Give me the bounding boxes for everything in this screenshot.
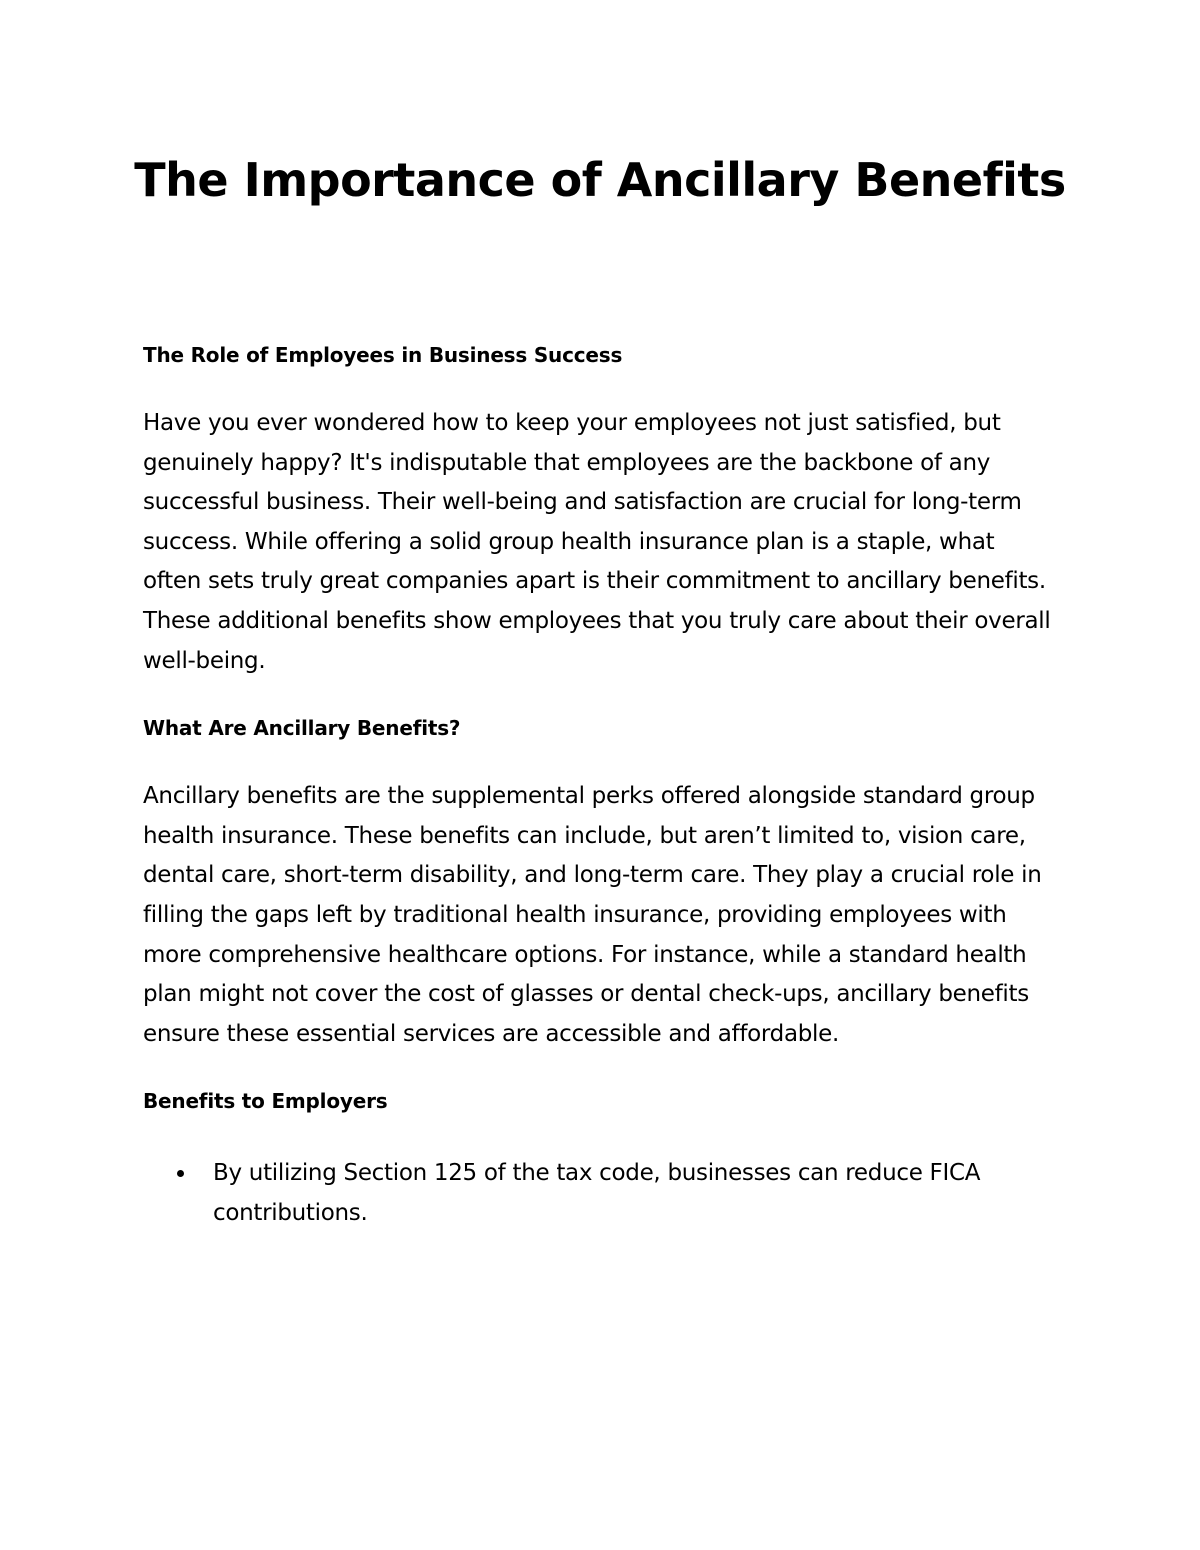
paragraph-role-of-employees: Have you ever wondered how to keep your employees not just satisfied, but genuinely happy? It's indisputable that employees are the backbone of any successful business. Their well-being and satisfaction are crucial for long-term success. While offering a solid group health insurance plan is a staple, what often sets truly great companies apart is their commitment to ancillary benefits. These additional benefits show employees that you truly care about their overall well-being. [143,410,1051,674]
document-title: The Importance of Ancillary Benefits [134,153,1066,207]
section-heading-benefits-to-employers: Benefits to Employers [143,1089,388,1114]
list-item [143,1154,1058,1233]
section-heading-what-are-ancillary-benefits: What Are Ancillary Benefits? [143,716,461,741]
document-body [143,340,1058,1234]
bullet-list-benefits-to-employers [143,1154,1058,1233]
section-heading-role-of-employees: The Role of Employees in Business Success [143,343,623,367]
paragraph-what-are-ancillary-benefits: Ancillary benefits are the supplemental perks offered alongside standard group health insurance. These benefits can include, but aren’t limited to, vision care, dental care, short-term disability, and long-term care. They play a crucial role in filling the gaps left by traditional health insurance, providing employees with more comprehensive healthcare options. For instance, while a standard health plan might not cover the cost of glasses or dental check-ups, ancillary benefits ensure these essential services are accessible and affordable. [143,783,1042,1047]
bullet-icon [177,1170,184,1177]
list-item-text: By utilizing Section 125 of the tax code, businesses can reduce FICA contributions. [213,1160,981,1226]
